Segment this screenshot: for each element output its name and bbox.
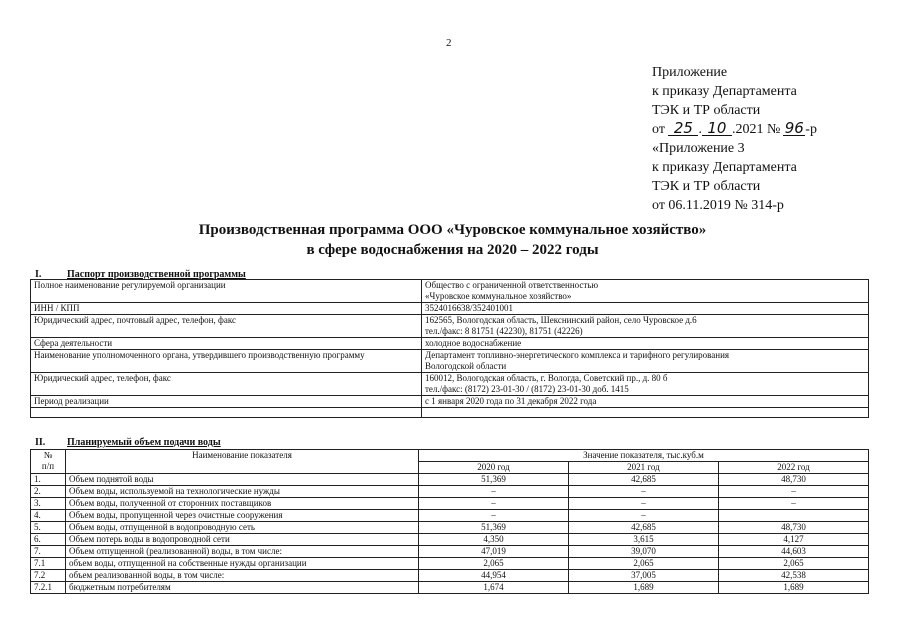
column-header-value: Значение показателя, тыс.куб.м (419, 450, 869, 462)
row-number: 1. (31, 474, 66, 486)
section-2-heading (35, 437, 221, 448)
indicator-value: 51,369 (419, 474, 569, 486)
handwritten-order-number: 96 (784, 119, 804, 137)
title-line-2: в сфере водоснабжения на 2020 – 2022 годы (306, 242, 599, 258)
passport-value-line-1: 160012, Вологодская область, г. Вологда, Советский пр., д. 80 б (425, 373, 668, 383)
volume-row (31, 546, 869, 558)
indicator-value: 2,065 (419, 558, 569, 570)
passport-field-label: Сфера деятельности (31, 338, 422, 350)
volume-row (31, 570, 869, 582)
indicator-name: объем воды, отпущенной на собственные нужды организации (66, 558, 419, 570)
passport-field-label: ИНН / КПП (31, 303, 422, 315)
indicator-value: – (718, 498, 868, 510)
passport-value-line-2: тел./факс: 8 81751 (42230), 81751 (42226) (425, 326, 583, 336)
volume-row (31, 498, 869, 510)
indicator-value (718, 510, 868, 522)
indicator-name: Объем воды, используемой на технологические нужды (66, 486, 419, 498)
row-number: 4. (31, 510, 66, 522)
volume-row (31, 522, 869, 534)
column-header-year: 2022 год (718, 462, 868, 474)
passport-table-body (31, 280, 869, 418)
appendix-date-line: от 25 . 10 .2021 № 96-р (652, 119, 817, 137)
title-line-1: Производственная программа ООО «Чуровское коммунальное хозяйство» (198, 222, 707, 238)
indicator-value: 44,954 (419, 570, 569, 582)
passport-field-label: Полное наименование регулируемой организации (31, 280, 422, 303)
passport-field-label: Юридический адрес, почтовый адрес, телефон, факс (31, 315, 422, 338)
indicator-value: 48,730 (718, 522, 868, 534)
indicator-value: 39,070 (568, 546, 718, 558)
passport-table (30, 279, 869, 418)
passport-value-line-2: Вологодской области (425, 361, 507, 371)
indicator-name: Объем поднятой воды (66, 474, 419, 486)
indicator-value: 2,065 (718, 558, 868, 570)
passport-value-line-1: 162565, Вологодская область, Шекснинский район, село Чуровское д.6 (425, 315, 697, 325)
passport-field-value (422, 280, 869, 303)
passport-row (31, 280, 869, 303)
passport-field-value (422, 373, 869, 396)
indicator-value: – (568, 486, 718, 498)
passport-value-line-2: «Чуровское коммунальное хозяйство» (425, 291, 572, 301)
indicator-value: 2,065 (568, 558, 718, 570)
indicator-value: 1,674 (419, 582, 569, 594)
passport-row (31, 396, 869, 408)
row-number: 2. (31, 486, 66, 498)
indicator-value: – (419, 510, 569, 522)
indicator-value: 42,685 (568, 474, 718, 486)
indicator-value: 51,369 (419, 522, 569, 534)
section-1-number: I. (35, 269, 42, 280)
indicator-value: – (419, 498, 569, 510)
appendix-line: к приказу Департамента (652, 160, 797, 175)
indicator-name: Объем воды, отпущенной в водопроводную сеть (66, 522, 419, 534)
appendix-header (652, 63, 817, 215)
indicator-value: 4,350 (419, 534, 569, 546)
appendix-line: ТЭК и ТР области (652, 179, 761, 194)
indicator-value: – (419, 486, 569, 498)
water-volume-table-body (31, 474, 869, 594)
column-header-number-line-2: п/п (41, 461, 55, 471)
passport-value-line-1: 3524016638/352401001 (425, 303, 514, 313)
volume-row (31, 486, 869, 498)
passport-field-label: Юридический адрес, телефон, факс (31, 373, 422, 396)
passport-value-line-2: тел./факс: (8172) 23-01-30 / (8172) 23-01-30 доб. 1415 (425, 384, 629, 394)
row-number: 6. (31, 534, 66, 546)
indicator-value: 44,603 (718, 546, 868, 558)
indicator-name: Объем отпущенной (реализованной) воды, в том числе: (66, 546, 419, 558)
handwritten-day: 25 (668, 121, 698, 136)
water-volume-table (30, 449, 869, 594)
section-2-number: II. (35, 437, 46, 448)
volume-row (31, 582, 869, 594)
row-number: 7. (31, 546, 66, 558)
passport-field-value (422, 396, 869, 408)
passport-field-label: Период реализации (31, 396, 422, 408)
indicator-name: Объем воды, пропущенной через очистные сооружения (66, 510, 419, 522)
passport-field-value (422, 338, 869, 350)
indicator-value: 48,730 (718, 474, 868, 486)
appendix-line: Приложение (652, 65, 728, 80)
passport-row (31, 408, 869, 418)
indicator-name: Объем потерь воды в водопроводной сети (66, 534, 419, 546)
document-title (0, 220, 905, 260)
indicator-value: 3,615 (568, 534, 718, 546)
appendix-line: к приказу Департамента (652, 84, 797, 99)
section-1-title: Паспорт производственной программы (67, 269, 246, 280)
passport-field-label (31, 408, 422, 418)
row-number: 7.1 (31, 558, 66, 570)
passport-field-label: Наименование уполномоченного органа, утвердившего производственную программу (31, 350, 422, 373)
indicator-value: 1,689 (718, 582, 868, 594)
indicator-value: – (568, 498, 718, 510)
page-number: 2 (446, 37, 452, 49)
volume-row (31, 474, 869, 486)
indicator-value: 37,005 (568, 570, 718, 582)
appendix-date-suffix: -р (805, 122, 817, 137)
passport-value-line-1: с 1 января 2020 года по 31 декабря 2022 года (425, 396, 597, 406)
passport-row (31, 338, 869, 350)
passport-field-value (422, 408, 869, 418)
volume-row (31, 510, 869, 522)
column-header-year: 2020 год (419, 462, 569, 474)
row-number: 5. (31, 522, 66, 534)
volume-row (31, 534, 869, 546)
indicator-name: бюджетным потребителям (66, 582, 419, 594)
indicator-name: объем реализованной воды, в том числе: (66, 570, 419, 582)
indicator-name: Объем воды, полученной от сторонних поставщиков (66, 498, 419, 510)
passport-row (31, 303, 869, 315)
passport-field-value (422, 303, 869, 315)
indicator-value: 47,019 (419, 546, 569, 558)
indicator-value: – (568, 510, 718, 522)
indicator-value: 4,127 (718, 534, 868, 546)
handwritten-month: 10 (702, 121, 732, 136)
indicator-value: – (718, 486, 868, 498)
column-header-name: Наименование показателя (66, 450, 419, 474)
passport-value-line-1: холодное водоснабжение (425, 338, 522, 348)
appendix-line: ТЭК и ТР области (652, 103, 761, 118)
row-number: 7.2 (31, 570, 66, 582)
passport-field-value (422, 315, 869, 338)
passport-field-value (422, 350, 869, 373)
indicator-value: 42,538 (718, 570, 868, 582)
row-number: 7.2.1 (31, 582, 66, 594)
passport-value-line-1: Общество с ограниченной ответственностью (425, 280, 599, 290)
appendix-line: «Приложение 3 (652, 141, 745, 156)
row-number: 3. (31, 498, 66, 510)
column-header-number-line-1: № (43, 450, 53, 460)
indicator-value: 42,685 (568, 522, 718, 534)
passport-row (31, 350, 869, 373)
appendix-line: от 06.11.2019 № 314-р (652, 198, 784, 213)
appendix-date-prefix: от (652, 122, 665, 137)
column-header-number (31, 450, 66, 474)
passport-row (31, 315, 869, 338)
column-header-year: 2021 год (568, 462, 718, 474)
section-2-title: Планируемый объем подачи воды (67, 437, 221, 448)
volume-row (31, 558, 869, 570)
passport-row (31, 373, 869, 396)
indicator-value: 1,689 (568, 582, 718, 594)
passport-value-line-1: Департамент топливно-энергетического комплекса и тарифного регулирования (425, 350, 730, 360)
appendix-year: .2021 № (731, 122, 781, 137)
